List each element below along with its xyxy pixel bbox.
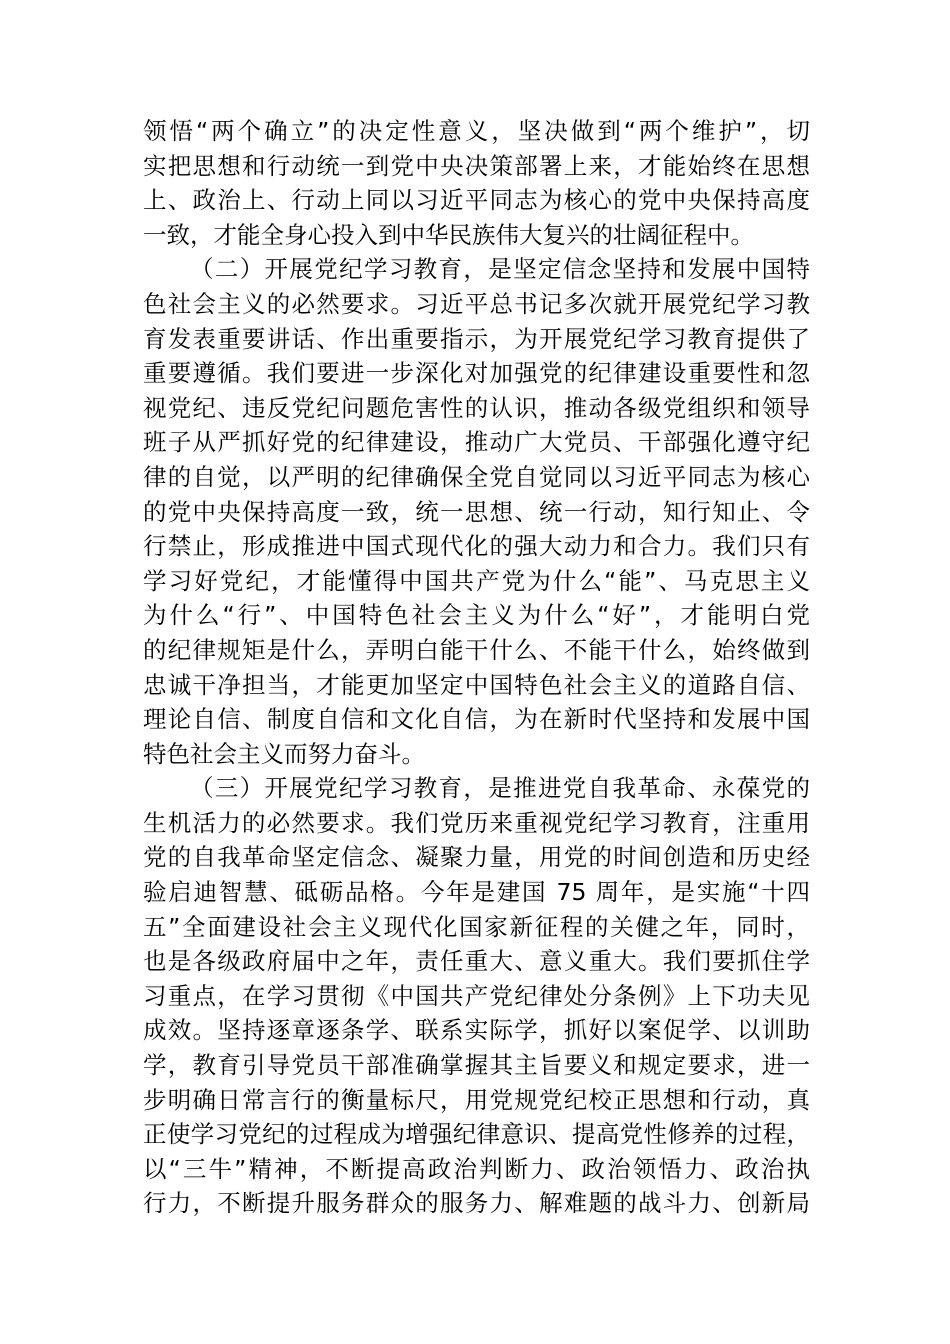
text-line: 习重点，在学习贯彻《中国共产党纪律处分条例》上下功夫见 — [143, 981, 810, 1010]
text-line: 一致，才能全身心投入到中华民族伟大复兴的壮阔征程中。 — [143, 220, 754, 249]
text-line: （二）开展党纪学习教育，是坚定信念坚持和发展中国特 — [190, 255, 810, 284]
text-line: 视党纪、违反党纪问题危害性的认识，推动各级党组织和领导 — [143, 393, 810, 422]
text-line: 理论自信、制度自信和文化自信，为在新时代坚持和发展中国 — [143, 705, 810, 734]
text-line: （三）开展党纪学习教育，是推进党自我革命、永葆党的 — [190, 774, 810, 803]
text-line: 为什么“行”、中国特色社会主义为什么“好”，才能明白党 — [143, 601, 810, 630]
text-line: 色社会主义的必然要求。习近平总书记多次就开展党纪学习教 — [143, 289, 810, 318]
text-line: 班子从严抓好党的纪律建设，推动广大党员、干部强化遵守纪 — [143, 428, 810, 457]
text-line: 学，教育引导党员干部准确掌握其主旨要义和规定要求，进一 — [143, 1051, 810, 1080]
text-line: 的党中央保持高度一致，统一思想、统一行动，知行知止、令 — [143, 497, 810, 526]
text-line: 的纪律规矩是什么，弄明白能干什么、不能干什么，始终做到 — [143, 635, 810, 664]
text-line: 行力，不断提升服务群众的服务力、解难题的战斗力、创新局 — [143, 1189, 810, 1218]
text-line: 验启迪智慧、砥砺品格。今年是建国 75 周年，是实施“十四 — [143, 878, 810, 907]
text-line: 重要遵循。我们要进一步深化对加强党的纪律建设重要性和忽 — [143, 359, 810, 388]
text-line: 行禁止，形成推进中国式现代化的强大动力和合力。我们只有 — [143, 532, 810, 561]
text-line: 律的自觉，以严明的纪律确保全党自觉同以习近平同志为核心 — [143, 462, 810, 491]
text-line: 学习好党纪，才能懂得中国共产党为什么“能”、马克思主义 — [143, 566, 810, 595]
text-line: 育发表重要讲话、作出重要指示，为开展党纪学习教育提供了 — [143, 324, 810, 353]
text-line: 上、政治上、行动上同以习近平同志为核心的党中央保持高度 — [143, 186, 810, 215]
text-line: 五”全面建设社会主义现代化国家新征程的关健之年，同时， — [143, 912, 810, 941]
text-line: 以“三牛”精神，不断提高政治判断力、政治领悟力、政治执 — [143, 1154, 810, 1183]
text-line: 成效。坚持逐章逐条学、联系实际学，抓好以案促学、以训助 — [143, 1016, 810, 1045]
text-line: 特色社会主义而努力奋斗。 — [143, 739, 425, 768]
text-line: 党的自我革命坚定信念、凝聚力量，用党的时间创造和历史经 — [143, 843, 810, 872]
body-text — [143, 114, 810, 1221]
text-line: 实把思想和行动统一到党中央决策部署上来，才能始终在思想 — [143, 151, 810, 180]
text-line: 生机活力的必然要求。我们党历来重视党纪学习教育，注重用 — [143, 808, 810, 837]
text-line: 忠诚干净担当，才能更加坚定中国特色社会主义的道路自信、 — [143, 670, 810, 699]
text-line: 领悟“两个确立”的决定性意义，坚决做到“两个维护”，切 — [143, 117, 810, 145]
text-line: 正使学习党纪的过程成为增强纪律意识、提高党性修养的过程， — [143, 1120, 810, 1149]
text-line: 步明确日常言行的衡量标尺，用党规党纪校正思想和行动，真 — [143, 1085, 810, 1114]
text-line: 也是各级政府届中之年，责任重大、意义重大。我们要抓住学 — [143, 947, 810, 976]
